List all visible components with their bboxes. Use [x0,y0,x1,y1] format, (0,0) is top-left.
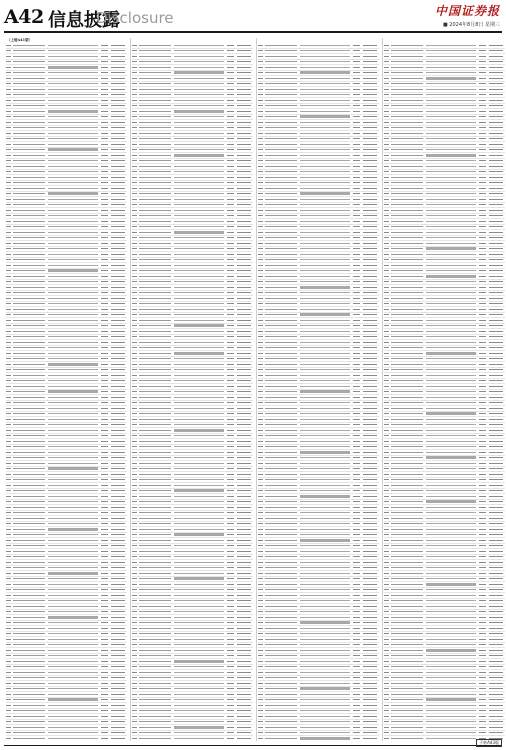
issue-date-line: ■ 2024年8月8日 星期三 [443,22,500,28]
column-rows [384,43,505,741]
footer-rule [4,745,502,746]
column-divider [130,38,131,741]
continued-tag: 下转A43版 [476,739,502,747]
continued-header: （上接A41版） [7,38,33,42]
table-row [6,736,127,741]
newspaper-logo: 中国证券报 [434,4,500,18]
column-rows [6,43,127,741]
disclosure-table-area [6,38,500,741]
section-title-en: Disclosure [96,9,174,27]
masthead-rule [4,31,502,33]
table-column-2 [132,38,253,741]
column-divider [256,38,257,741]
table-column-4 [384,38,505,741]
section-code: A42 [4,6,44,28]
table-column-1 [6,38,127,741]
table-row [132,736,253,741]
column-rows [132,43,253,741]
column-rows [258,43,379,741]
table-row [258,736,379,741]
section-title-cn: 信息披露 [48,10,120,31]
masthead [0,0,506,32]
column-divider [382,38,383,741]
table-column-3 [258,38,379,741]
